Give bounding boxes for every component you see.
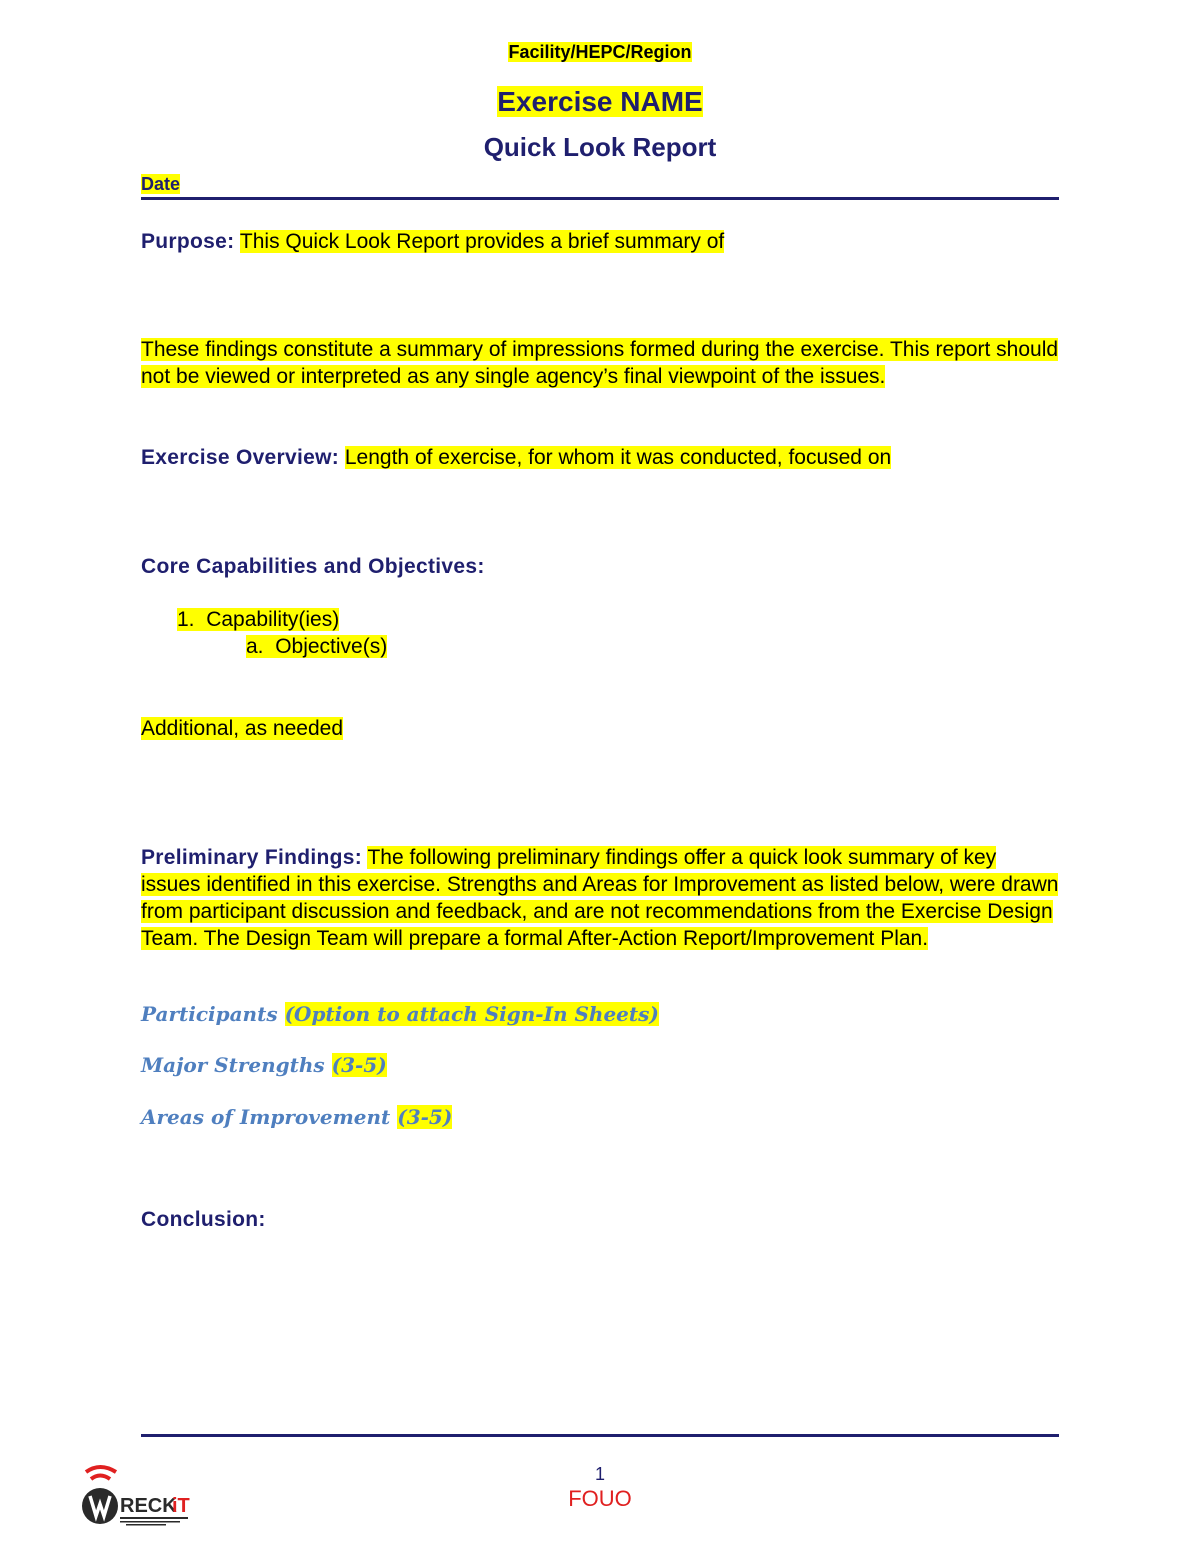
preliminary-findings-label: Preliminary Findings: bbox=[141, 846, 363, 869]
major-strengths-note: (3-5) bbox=[331, 1053, 387, 1077]
findings-note bbox=[141, 336, 1061, 390]
purpose-label: Purpose: bbox=[141, 230, 235, 253]
core-capabilities-label: Core Capabilities and Objectives: bbox=[141, 555, 485, 578]
facility-text: Facility/HEPC/Region bbox=[508, 42, 692, 62]
overview-label: Exercise Overview: bbox=[141, 446, 340, 469]
areas-of-improvement-note: (3-5) bbox=[397, 1105, 453, 1129]
svg-text:iT: iT bbox=[172, 1495, 190, 1517]
facility-heading bbox=[0, 42, 1200, 63]
objective-list-item bbox=[246, 633, 387, 660]
objective-letter: a. bbox=[246, 635, 264, 658]
additional-text: Additional, as needed bbox=[141, 717, 343, 740]
svg-text:RECK: RECK bbox=[120, 1495, 177, 1517]
date-label bbox=[141, 174, 180, 195]
exercise-name-text: Exercise NAME bbox=[497, 86, 703, 117]
fouo-marking: FOUO bbox=[568, 1486, 632, 1511]
overview-section bbox=[141, 444, 1061, 471]
purpose-section bbox=[141, 228, 1061, 255]
areas-of-improvement-heading bbox=[141, 1105, 452, 1129]
conclusion-section bbox=[141, 1206, 1061, 1233]
findings-note-text: These findings constitute a summary of impressions formed during the exercise. This report should not be viewed or interpreted as any single agency’s final viewpoint of the issues. bbox=[141, 338, 1059, 388]
participants-heading bbox=[141, 1002, 659, 1026]
preliminary-findings-text: The following preliminary findings offer a quick look summary of key issues identified in this exercise. Strengths and Areas for Improvement as listed below, were drawn from participant discussion and feedback, and are not recommendations from the Exercise Design Team. The Design Team will prepare a formal After-Action Report/Improvement Plan. bbox=[141, 846, 1059, 950]
areas-of-improvement-label: Areas of Improvement bbox=[141, 1105, 391, 1129]
core-capabilities-section bbox=[141, 553, 1061, 580]
purpose-text: This Quick Look Report provides a brief summary of bbox=[239, 230, 725, 253]
exercise-name-heading bbox=[0, 86, 1200, 118]
capability-text: Capability(ies) bbox=[206, 608, 340, 631]
major-strengths-heading bbox=[141, 1053, 387, 1077]
report-title: Quick Look Report bbox=[483, 132, 717, 162]
participants-label: Participants bbox=[141, 1002, 278, 1026]
conclusion-label: Conclusion: bbox=[141, 1208, 266, 1231]
preliminary-findings-section bbox=[141, 844, 1061, 952]
page-number: 1 bbox=[594, 1464, 605, 1484]
date-text: Date bbox=[141, 174, 181, 194]
additional-note bbox=[141, 715, 1061, 742]
overview-text: Length of exercise, for whom it was conducted, focused on bbox=[344, 446, 892, 469]
major-strengths-label: Major Strengths bbox=[141, 1053, 325, 1077]
capability-list-item bbox=[177, 606, 339, 633]
objective-text: Objective(s) bbox=[275, 635, 388, 658]
header-divider bbox=[141, 197, 1059, 200]
participants-note: (Option to attach Sign-In Sheets) bbox=[284, 1002, 659, 1026]
capability-number: 1. bbox=[177, 608, 195, 631]
footer-divider bbox=[141, 1434, 1059, 1437]
